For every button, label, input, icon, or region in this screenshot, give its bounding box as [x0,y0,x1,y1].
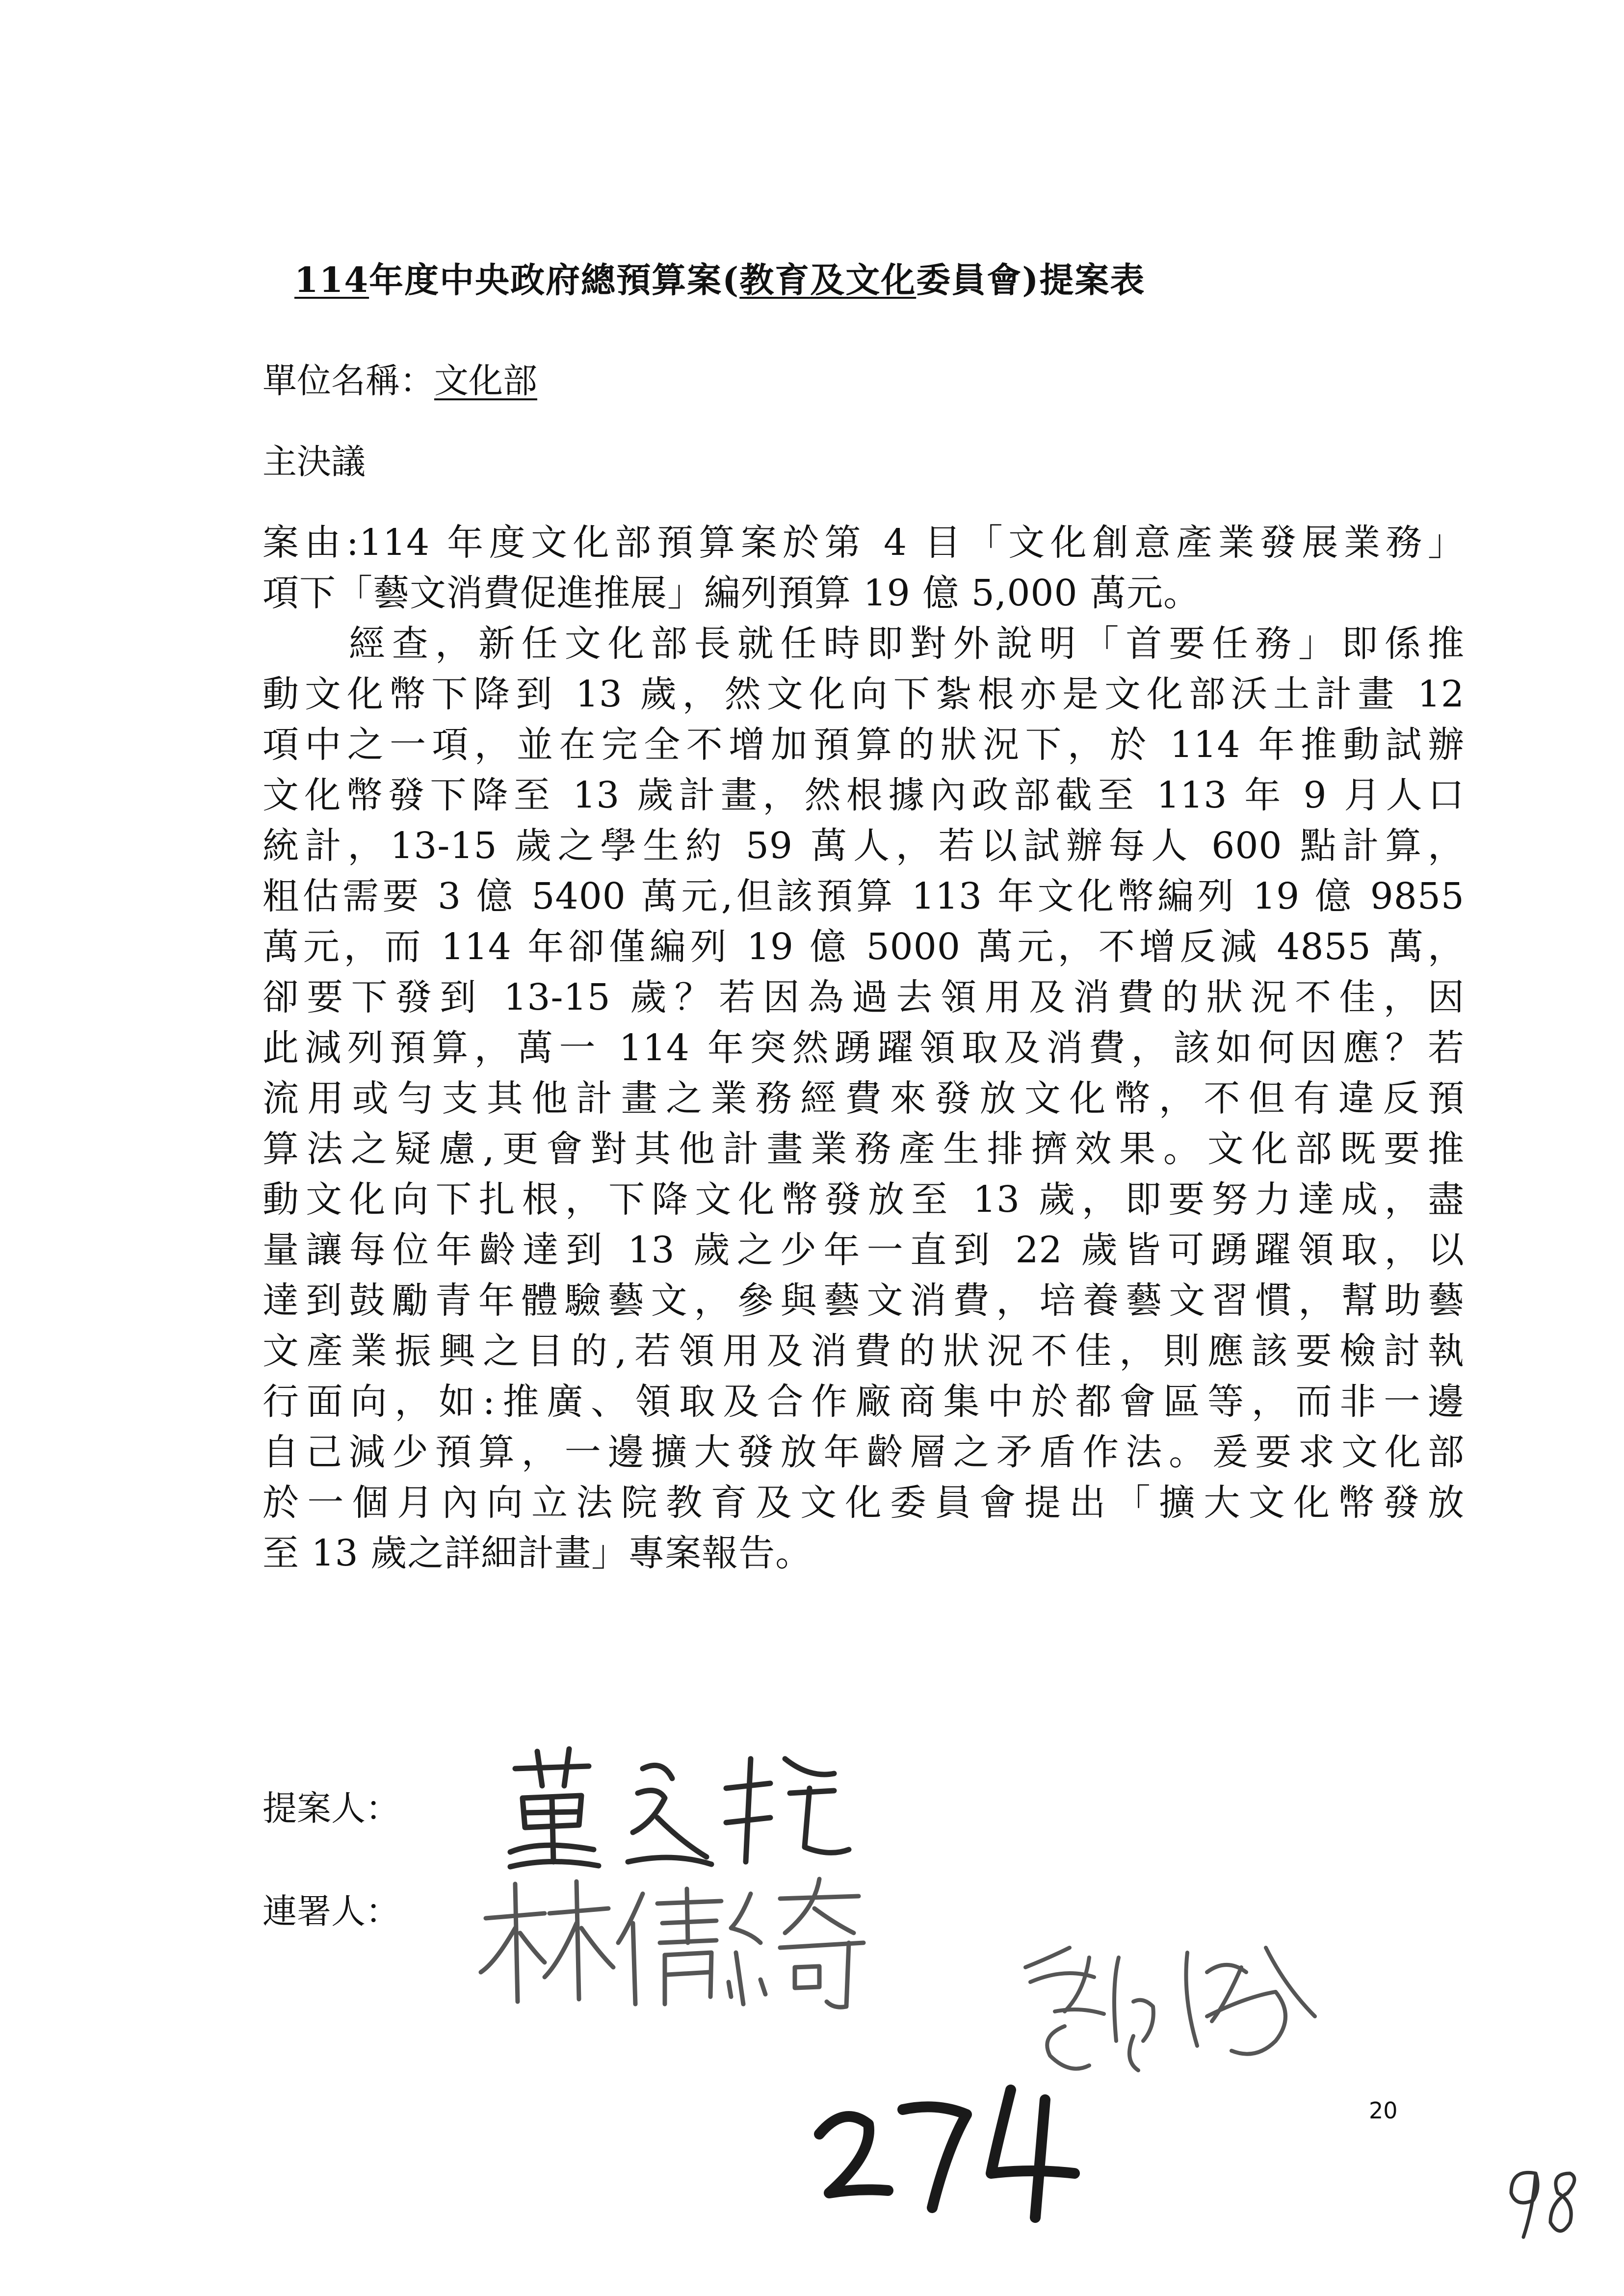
body-line: 算法之疑慮,更會對其他計畫業務產生排擠效果。文化部既要推 [262,1128,1465,1170]
body-line: 項下「藝文消費促進推展」編列預算 19 億 5,000 萬元。 [262,572,1201,614]
body-line: 至 13 歲之詳細計畫」專案報告。 [262,1532,812,1574]
body-line: 文化幣發下降至 13 歲計畫，然根據內政部截至 113 年 9 月人口 [262,774,1465,816]
body-line: 粗估需要 3 億 5400 萬元,但該預算 113 年文化幣編列 19 億 9855 [262,875,1465,917]
main-resolution-heading: 主決議 [262,442,366,482]
body-line: 流用或勻支其他計畫之業務經費來發放文化幣，不但有違反預 [262,1077,1465,1120]
unit-value: 文化部 [434,361,537,401]
cosigner-signature-2 [1011,1928,1335,2090]
body-line: 自己減少預算，一邊擴大發放年齡層之矛盾作法。爰要求文化部 [262,1431,1465,1473]
body-line: 卻要下發到 13-15 歲？若因為過去領用及消費的狀況不佳，因 [262,976,1465,1018]
body-line: 案由:114 年度文化部預算案於第 4 目「文化創意產業發展業務」 [262,522,1465,564]
body-line: 萬元，而 114 年卻僅編列 19 億 5000 萬元，不增反減 4855 萬， [262,926,1465,968]
body-line: 動文化幣下降到 13 歲，然文化向下紮根亦是文化部沃土計畫 12 [262,673,1465,715]
body-line: 行面向，如:推廣、領取及合作廠商集中於都會區等，而非一邊 [262,1381,1465,1423]
body-line: 量讓每位年齡達到 13 歲之少年一直到 22 歲皆可踴躍領取，以 [262,1229,1465,1271]
body-line: 達到鼓勵青年體驗藝文，參與藝文消費，培養藝文習慣，幫助藝 [262,1279,1465,1322]
body-line: 此減列預算，萬一 114 年突然踴躍領取及消費，該如何因應？若 [262,1027,1465,1069]
title-committee: 教育及文化 [739,260,917,300]
unit-name-row [262,353,537,403]
cosigner-signature-1 [476,1874,878,2021]
body-line: 文產業振興之目的,若領用及消費的狀況不佳，則應該要檢討執 [262,1330,1465,1372]
proposer-row [262,1781,400,1830]
cosigner-row [262,1884,400,1933]
proposer-signature [496,1739,868,1877]
body-line: 動文化向下扎根，下降文化幣發放至 13 歲，即要努力達成，盡 [262,1178,1465,1221]
case-body [262,518,1465,1579]
handwritten-corner-number [1496,2154,1595,2252]
body-line: 經查，新任文化部長就任時即對外說明「首要任務」即係推 [262,623,1465,665]
title-suffix: 委員會)提案表 [916,260,1146,300]
page-number: 20 [1369,2097,1398,2124]
unit-label: 單位名稱： [262,361,434,401]
body-line: 於一個月內向立法院教育及文化委員會提出「擴大文化幣發放 [262,1482,1465,1524]
body-line: 項中之一項，並在完全不增加預算的狀況下，於 114 年推動試辦 [262,724,1465,766]
title-year: 114 [294,260,369,300]
handwritten-page-stamp [800,2070,1094,2232]
proposer-label: 提案人： [262,1788,400,1828]
body-line: 統計，13-15 歲之學生約 59 萬人，若以試辦每人 600 點計算， [262,825,1465,867]
title-middle: 年度中央政府總預算案( [369,260,740,300]
document-title [294,253,1423,302]
cosigner-label: 連署人： [262,1891,400,1931]
